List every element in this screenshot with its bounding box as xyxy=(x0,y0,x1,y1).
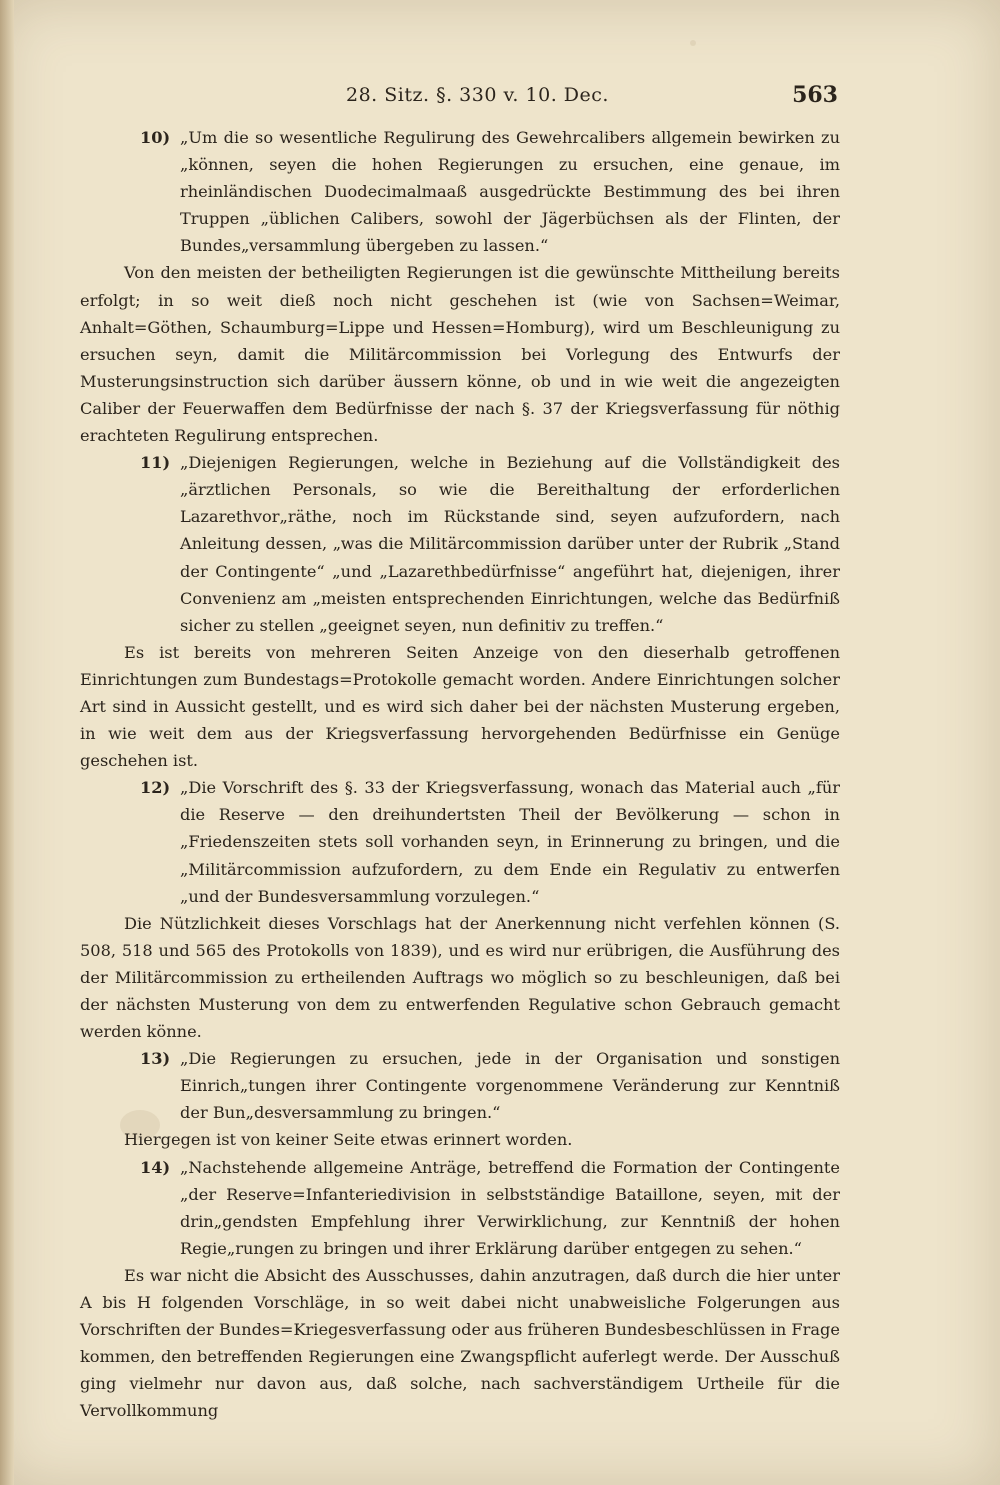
page-header xyxy=(86,84,838,114)
item-text: „Um die so wesentliche Regulirung des Gewehrcalibers allgemein bewirken zu „können, seyen die hohen Regierungen zu ersuchen, eine genaue, im rheinländischen Duodecimalmaaß ausgedrückte Bestimmung des bei ihren Truppen „üblichen Calibers, sowohl der Jägerbüchsen als der Flinten, der Bundes„versammlung übergeben zu lassen.“ xyxy=(180,128,840,256)
paragraph: Es ist bereits von mehreren Seiten Anzeige von den dieserhalb getroffenen Einrichtungen zum Bundestags=Protokolle gemacht worden. Andere Einrichtungen solcher Art sind in Aussicht gestellt, und es wird sich daher bei der nächsten Musterung ergeben, in wie weit dem aus der Kriegsverfassung hervorgehenden Bedürfnisse ein Genüge geschehen ist. xyxy=(80,642,840,771)
item-13 xyxy=(80,1045,840,1126)
item-10 xyxy=(80,124,840,259)
binding-edge xyxy=(0,0,14,1485)
paragraph: Hiergegen ist von keiner Seite etwas erinnert worden. xyxy=(124,1130,573,1150)
item-text: „Nachstehende allgemeine Anträge, betreffend die Formation der Contingente „der Reserve=Infanteriedivision in selbstständige Bataillone, seyen, mit der drin„gendsten Empfehlung ihrer Verwirklichung, zur Kenntniß der hohen Regie„rungen zu bringen und ihrer Erklärung darüber entgegen zu sehen.“ xyxy=(180,1157,840,1258)
item-14 xyxy=(80,1154,840,1262)
item-11 xyxy=(80,449,840,639)
item-12 xyxy=(80,774,840,909)
paragraph: Die Nützlichkeit dieses Vorschlags hat der Anerkennung nicht verfehlen können (S. 508, 518 und 565 des Protokolls von 1839), und es wird nur erübrigen, die Ausführung des der Militärcommission zu ertheilenden Auftrags wo möglich so zu beschleunigen, daß bei der nächsten Musterung von dem zu entwerfenden Regulative schon Gebrauch gemacht werden könne. xyxy=(80,913,840,1042)
page-number: 563 xyxy=(792,82,838,108)
item-number: 12) xyxy=(140,778,171,798)
item-number: 11) xyxy=(140,453,171,473)
body-text xyxy=(80,124,840,1425)
paper-speck xyxy=(690,40,696,46)
item-text: „Diejenigen Regierungen, welche in Beziehung auf die Vollständigkeit des „ärztlichen Personals, so wie die Bereithaltung der erforderlichen Lazarethvor„räthe, noch im Rückstande sind, seyen aufzufordern, nach Anleitung dessen, „was die Militärcommission darüber unter der Rubrik „Stand der Contingente“ „und „Lazarethbedürfnisse“ angeführt hat, diejenigen, ihrer Convenienz am „meisten entsprechenden Einrichtungen, welche das Bedürfniß sicher zu stellen „geeignet seyen, nun definitiv zu treffen.“ xyxy=(180,453,840,635)
item-number: 14) xyxy=(140,1157,171,1177)
paragraph: Es war nicht die Absicht des Ausschusses, dahin anzutragen, daß durch die hier unter A bis H folgenden Vorschläge, in so weit dabei nicht unabweisliche Folgerungen aus Vorschriften der Bundes=Kriegesverfassung oder aus früheren Bundesbeschlüssen in Frage kommen, den betreffenden Regierungen eine Zwangspflicht auferlegt werde. Der Ausschuß ging vielmehr nur davon aus, daß solche, nach sachverständigem Urtheile für die Vervollkommung xyxy=(80,1265,840,1421)
item-number: 10) xyxy=(140,128,171,147)
item-number: 13) xyxy=(140,1049,171,1069)
item-text: „Die Regierungen zu ersuchen, jede in der Organisation und sonstigen Einrich„tungen ihrer Contingente vorgenommene Veränderung zur Kenntniß der Bun„desversammlung zu bringen.“ xyxy=(180,1049,840,1123)
item-text: „Die Vorschrift des §. 33 der Kriegsverfassung, wonach das Material auch „für die Reserve — den dreihundertsten Theil der Bevölkerung — schon in „Friedenszeiten stets soll vorhanden seyn, in Erinnerung zu bringen, und die „Militärcommission aufzufordern, zu dem Ende ein Regulativ zu entwerfen „und der Bundesversammlung vorzulegen.“ xyxy=(180,778,840,906)
running-title: 28. Sitz. §. 330 v. 10. Dec. xyxy=(346,84,609,106)
paragraph: Von den meisten der betheiligten Regierungen ist die gewünschte Mittheilung bereits erfolgt; in so weit dieß noch nicht geschehen ist (wie von Sachsen=Weimar, Anhalt=Göthen, Schaumburg=Lippe und Hessen=Homburg), wird um Beschleunigung zu ersuchen seyn, damit die Militärcommission bei Vorlegung des Entwurfs der Musterungsinstruction sich darüber äussern könne, ob und in wie weit die angezeigten Caliber der Feuerwaffen dem Bedürfnisse der nach §. 37 der Kriegsverfassung für nöthig erachteten Regulirung entsprechen. xyxy=(80,263,840,446)
